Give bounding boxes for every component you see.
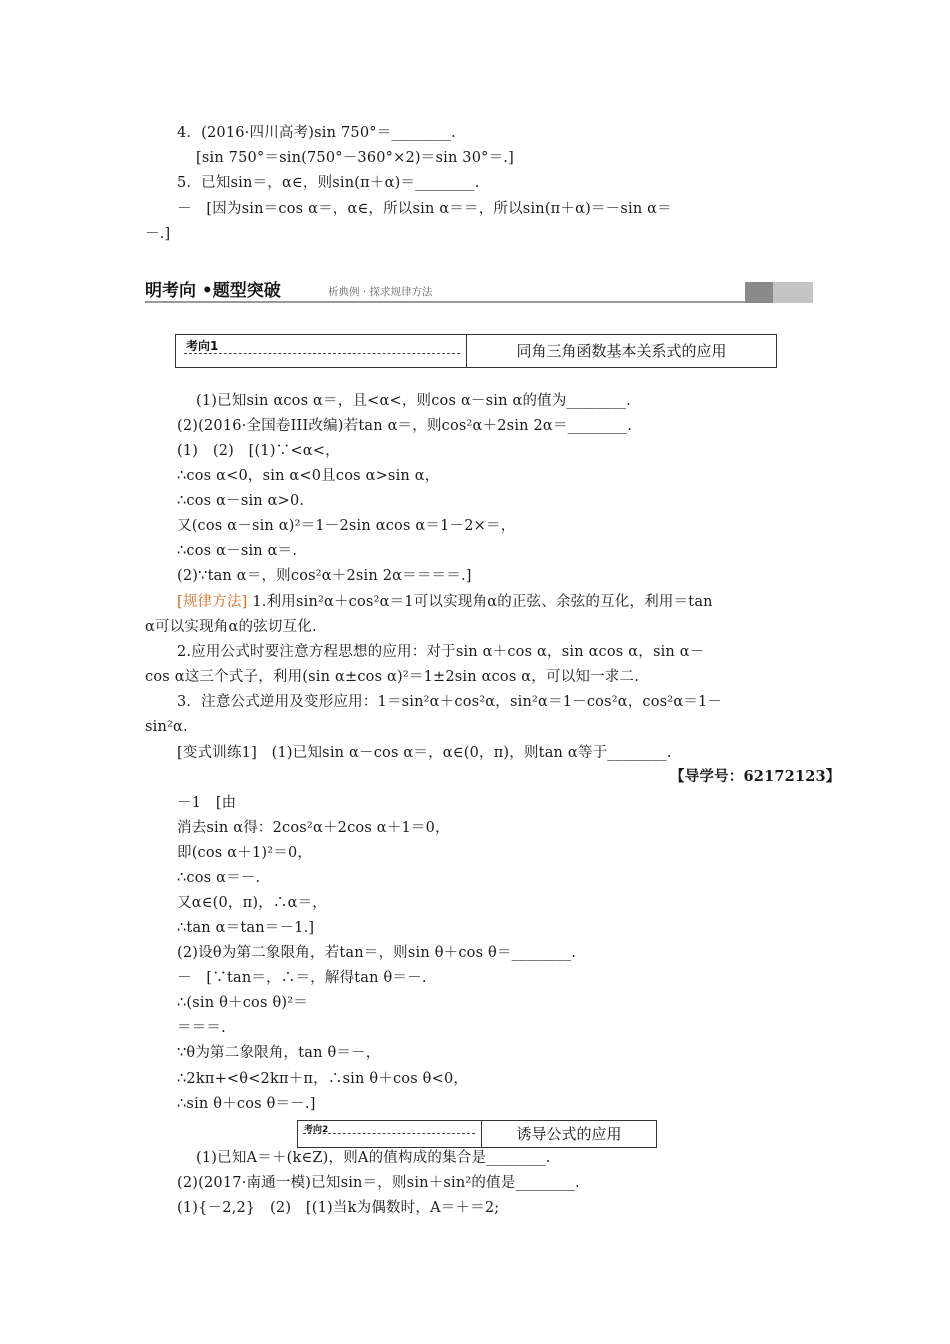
solution-line: ∴2kπ+<θ<2kπ＋π，∴sin θ＋cos θ<0， [177, 1071, 469, 1087]
problem-4: 4．(2016·四川高考)sin 750°＝________. [177, 125, 456, 141]
answer-line: ∴cos α－sin α＝. [177, 543, 298, 559]
solution-line: 消去sin α得：2cos²α＋2cos α＋1＝0， [177, 820, 450, 836]
answer-line: ∴cos α－sin α>0. [177, 493, 305, 509]
q1-stem: (1)已知A＝＋(k∈Z)，则A的值构成的集合是________. [196, 1150, 551, 1166]
topic-title: 同角三角函数基本关系式的应用 [516, 342, 727, 360]
answer-line: (1) (2) [(1)∵<α<， [177, 443, 340, 459]
topic-tag: 考向2 [304, 1125, 329, 1135]
method-label: [规律方法] [177, 594, 248, 610]
topic-box-1 [175, 334, 777, 368]
topic-tag: 考向1 [186, 339, 219, 353]
solution-line: 即(cos α＋1)²＝0， [177, 845, 313, 861]
solution-line: ∵θ为第二象限角，tan θ＝－， [177, 1045, 381, 1061]
solution-line: ∴sin θ＋cos θ＝－.] [177, 1096, 316, 1112]
answer-line: (2)∵tan α＝，则cos²α＋2sin 2α＝＝＝＝.] [177, 568, 472, 584]
method-line-5: 3．注意公式逆用及变形应用：1＝sin²α＋cos²α，sin²α＝1－cos²α，cos²α＝1－ [177, 694, 723, 710]
solution-line: ∴cos α＝－. [177, 870, 261, 886]
problem-5-answer: － [因为sin＝cos α＝，α∈，所以sin α＝＝，所以sin(π＋α)＝－sin α＝ [177, 201, 672, 217]
q2-stem: (2)(2016·全国卷III改编)若tan α＝，则cos²α＋2sin 2α＝________. [177, 418, 633, 434]
dashed-line [303, 1133, 475, 1134]
method-line-1 [177, 592, 713, 612]
section-rule [145, 301, 745, 303]
solution-line: ∴(sin θ＋cos θ)²＝ [177, 995, 308, 1011]
method-line-3: 2.应用公式时要注意方程思想的应用：对于sin α＋cos α，sin αcos α，sin α－ [177, 644, 705, 660]
exercise-stem: [变式训练1] (1)已知sin α－cos α＝，α∈(0，π)，则tan α等于________. [177, 745, 672, 761]
exercise-q2-stem: (2)设θ为第二象限角，若tan＝，则sin θ＋cos θ＝________. [177, 945, 577, 961]
section-decor-dark [745, 282, 773, 303]
solution-line: －1 [由 [177, 795, 237, 811]
problem-5: 5．已知sin＝，α∈，则sin(π＋α)＝________. [177, 175, 480, 191]
solution-line: ＝＝＝. [177, 1020, 226, 1036]
section-decor-light [773, 282, 813, 303]
topic-box-2 [297, 1120, 657, 1148]
method-text: 1.利用sin²α＋cos²α＝1可以实现角α的正弦、余弦的互化，利用＝tan [252, 594, 713, 610]
dashed-line [184, 353, 460, 354]
solution-line: ∴tan α＝tan＝－1.] [177, 920, 315, 936]
solution-line: 又α∈(0，π)，∴α＝， [177, 895, 327, 911]
problem-4-answer: [sin 750°＝sin(750°－360°×2)＝sin 30°＝.] [196, 150, 514, 166]
method-line-2: α可以实现角α的弦切互化. [145, 619, 317, 635]
answer-line: ∴cos α<0，sin α<0且cos α>sin α， [177, 468, 440, 484]
section-header [145, 280, 813, 304]
topic-tag-area [298, 1121, 482, 1147]
topic-title: 诱导公式的应用 [516, 1125, 622, 1143]
section-subtitle: 析典例 · 探求规律方法 [328, 286, 433, 298]
method-line-4: cos α这三个式子，利用(sin α±cos α)²＝1±2sin αcos α，可以知一求二. [145, 669, 639, 685]
problem-5-answer-cont: －.] [145, 226, 171, 242]
answer-line: 又(cos α－sin α)²＝1－2sin αcos α＝1－2×＝， [177, 518, 516, 534]
q2-stem: (2)(2017·南通一模)已知sin＝，则sin＋sin²的值是________. [177, 1175, 580, 1191]
topic-tag-area [176, 335, 467, 367]
q1-stem: (1)已知sin αcos α＝，且<α<，则cos α－sin α的值为________. [196, 393, 631, 409]
answer-line: (1){－2,2} (2) [(1)当k为偶数时，A＝＋＝2; [177, 1200, 500, 1216]
solution-line: － [∵tan＝，∴＝，解得tan θ＝－. [177, 970, 427, 986]
section-title: 明考向 •题型突破 [145, 281, 281, 301]
method-line-6: sin²α. [145, 719, 188, 735]
guide-ref: 【导学号：62172123】 [670, 768, 841, 785]
